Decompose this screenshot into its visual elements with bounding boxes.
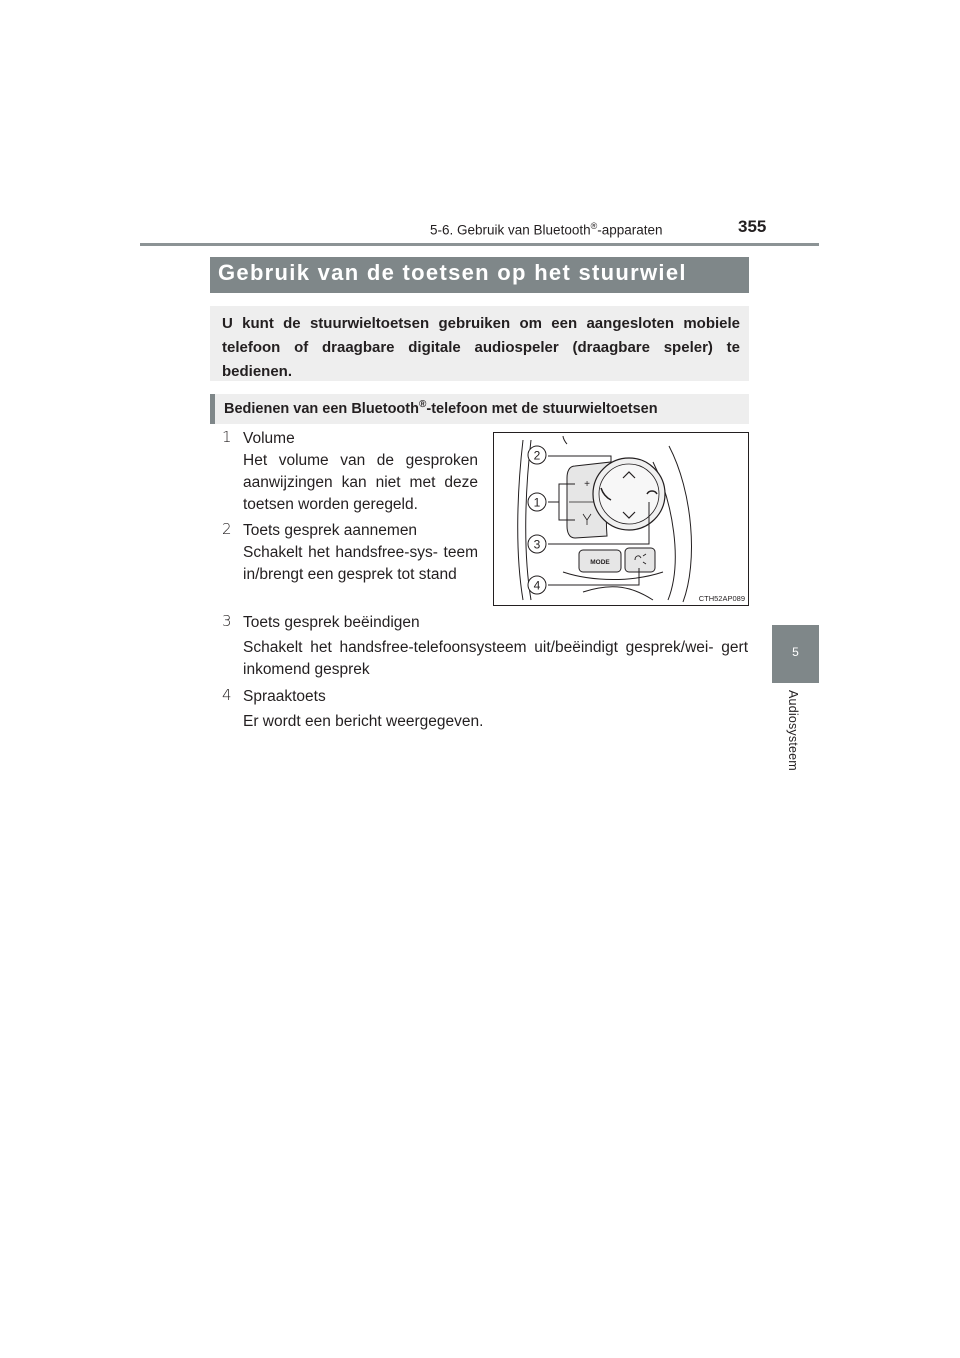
callout-4-label: 4 [533, 578, 541, 593]
item-title-2: Toets gesprek aannemen [243, 522, 418, 539]
item-number-2: 2 [222, 520, 232, 538]
steering-wheel-switch-illustration [493, 432, 749, 606]
section-title-bar [210, 257, 749, 293]
intro-box [210, 306, 749, 381]
callout-2-label: 2 [533, 448, 541, 463]
item-desc-4: Er wordt een bericht weergegeven. [243, 713, 484, 730]
item-desc-1: Het volume van de gesproken aanwijzingen kan niet met deze toetsen worden geregeld. [243, 452, 478, 513]
header-divider [140, 243, 819, 246]
item-number-3: 3 [222, 612, 232, 630]
item-number-4: 4 [222, 686, 232, 704]
section-heading-suffix: -apparaten [597, 222, 663, 238]
chapter-tab-number: 5 [792, 645, 799, 659]
figure-code: CTH52AP089 [698, 594, 745, 603]
section-heading-prefix: 5-6. Gebruik van Bluetooth [430, 222, 591, 238]
subsection-title [224, 399, 658, 417]
callout-1 [528, 493, 546, 511]
round-control [593, 458, 665, 530]
subsection-registered-mark: ® [418, 399, 427, 410]
callout-4 [528, 576, 546, 594]
chapter-tab-label: Audiosysteem [786, 690, 800, 771]
callout-3 [528, 535, 546, 553]
subsection-title-prefix: Bedienen van een Bluetooth [224, 400, 419, 417]
callout-1-label: 1 [533, 495, 541, 510]
subsection-accent [210, 394, 215, 424]
section-title: Gebruik van de toetsen op het stuurwiel [218, 260, 687, 285]
item-title-4: Spraaktoets [243, 688, 326, 705]
subsection-title-suffix: -telefoon met de stuurwieltoetsen [426, 400, 658, 417]
item-desc-3: Schakelt het handsfree-telefoonsysteem uit/beëindigt gesprek/wei- gert inkomend gesprek [243, 639, 748, 678]
registered-mark: ® [590, 221, 598, 231]
mode-button [579, 550, 621, 572]
item-title-1: Volume [243, 430, 295, 447]
voice-button [625, 548, 655, 572]
callout-3-label: 3 [533, 537, 541, 552]
intro-text: U kunt de stuurwieltoetsen gebruiken om een aangesloten mobiele telefoon of draagbare digitale audiospeler (draagbare speler) te bedienen. [222, 315, 740, 380]
page-number: 355 [738, 217, 767, 236]
mode-label: MODE [590, 559, 610, 566]
chapter-tab [772, 625, 819, 683]
volume-plus-label: + [584, 479, 590, 490]
callout-2 [528, 446, 546, 464]
item-desc-2: Schakelt het handsfree-sys- teem in/brengt een gesprek tot stand [243, 544, 478, 583]
item-number-1: 1 [222, 428, 232, 446]
subsection-bar [210, 394, 749, 424]
item-title-3: Toets gesprek beëindigen [243, 614, 420, 631]
section-heading [430, 221, 663, 238]
